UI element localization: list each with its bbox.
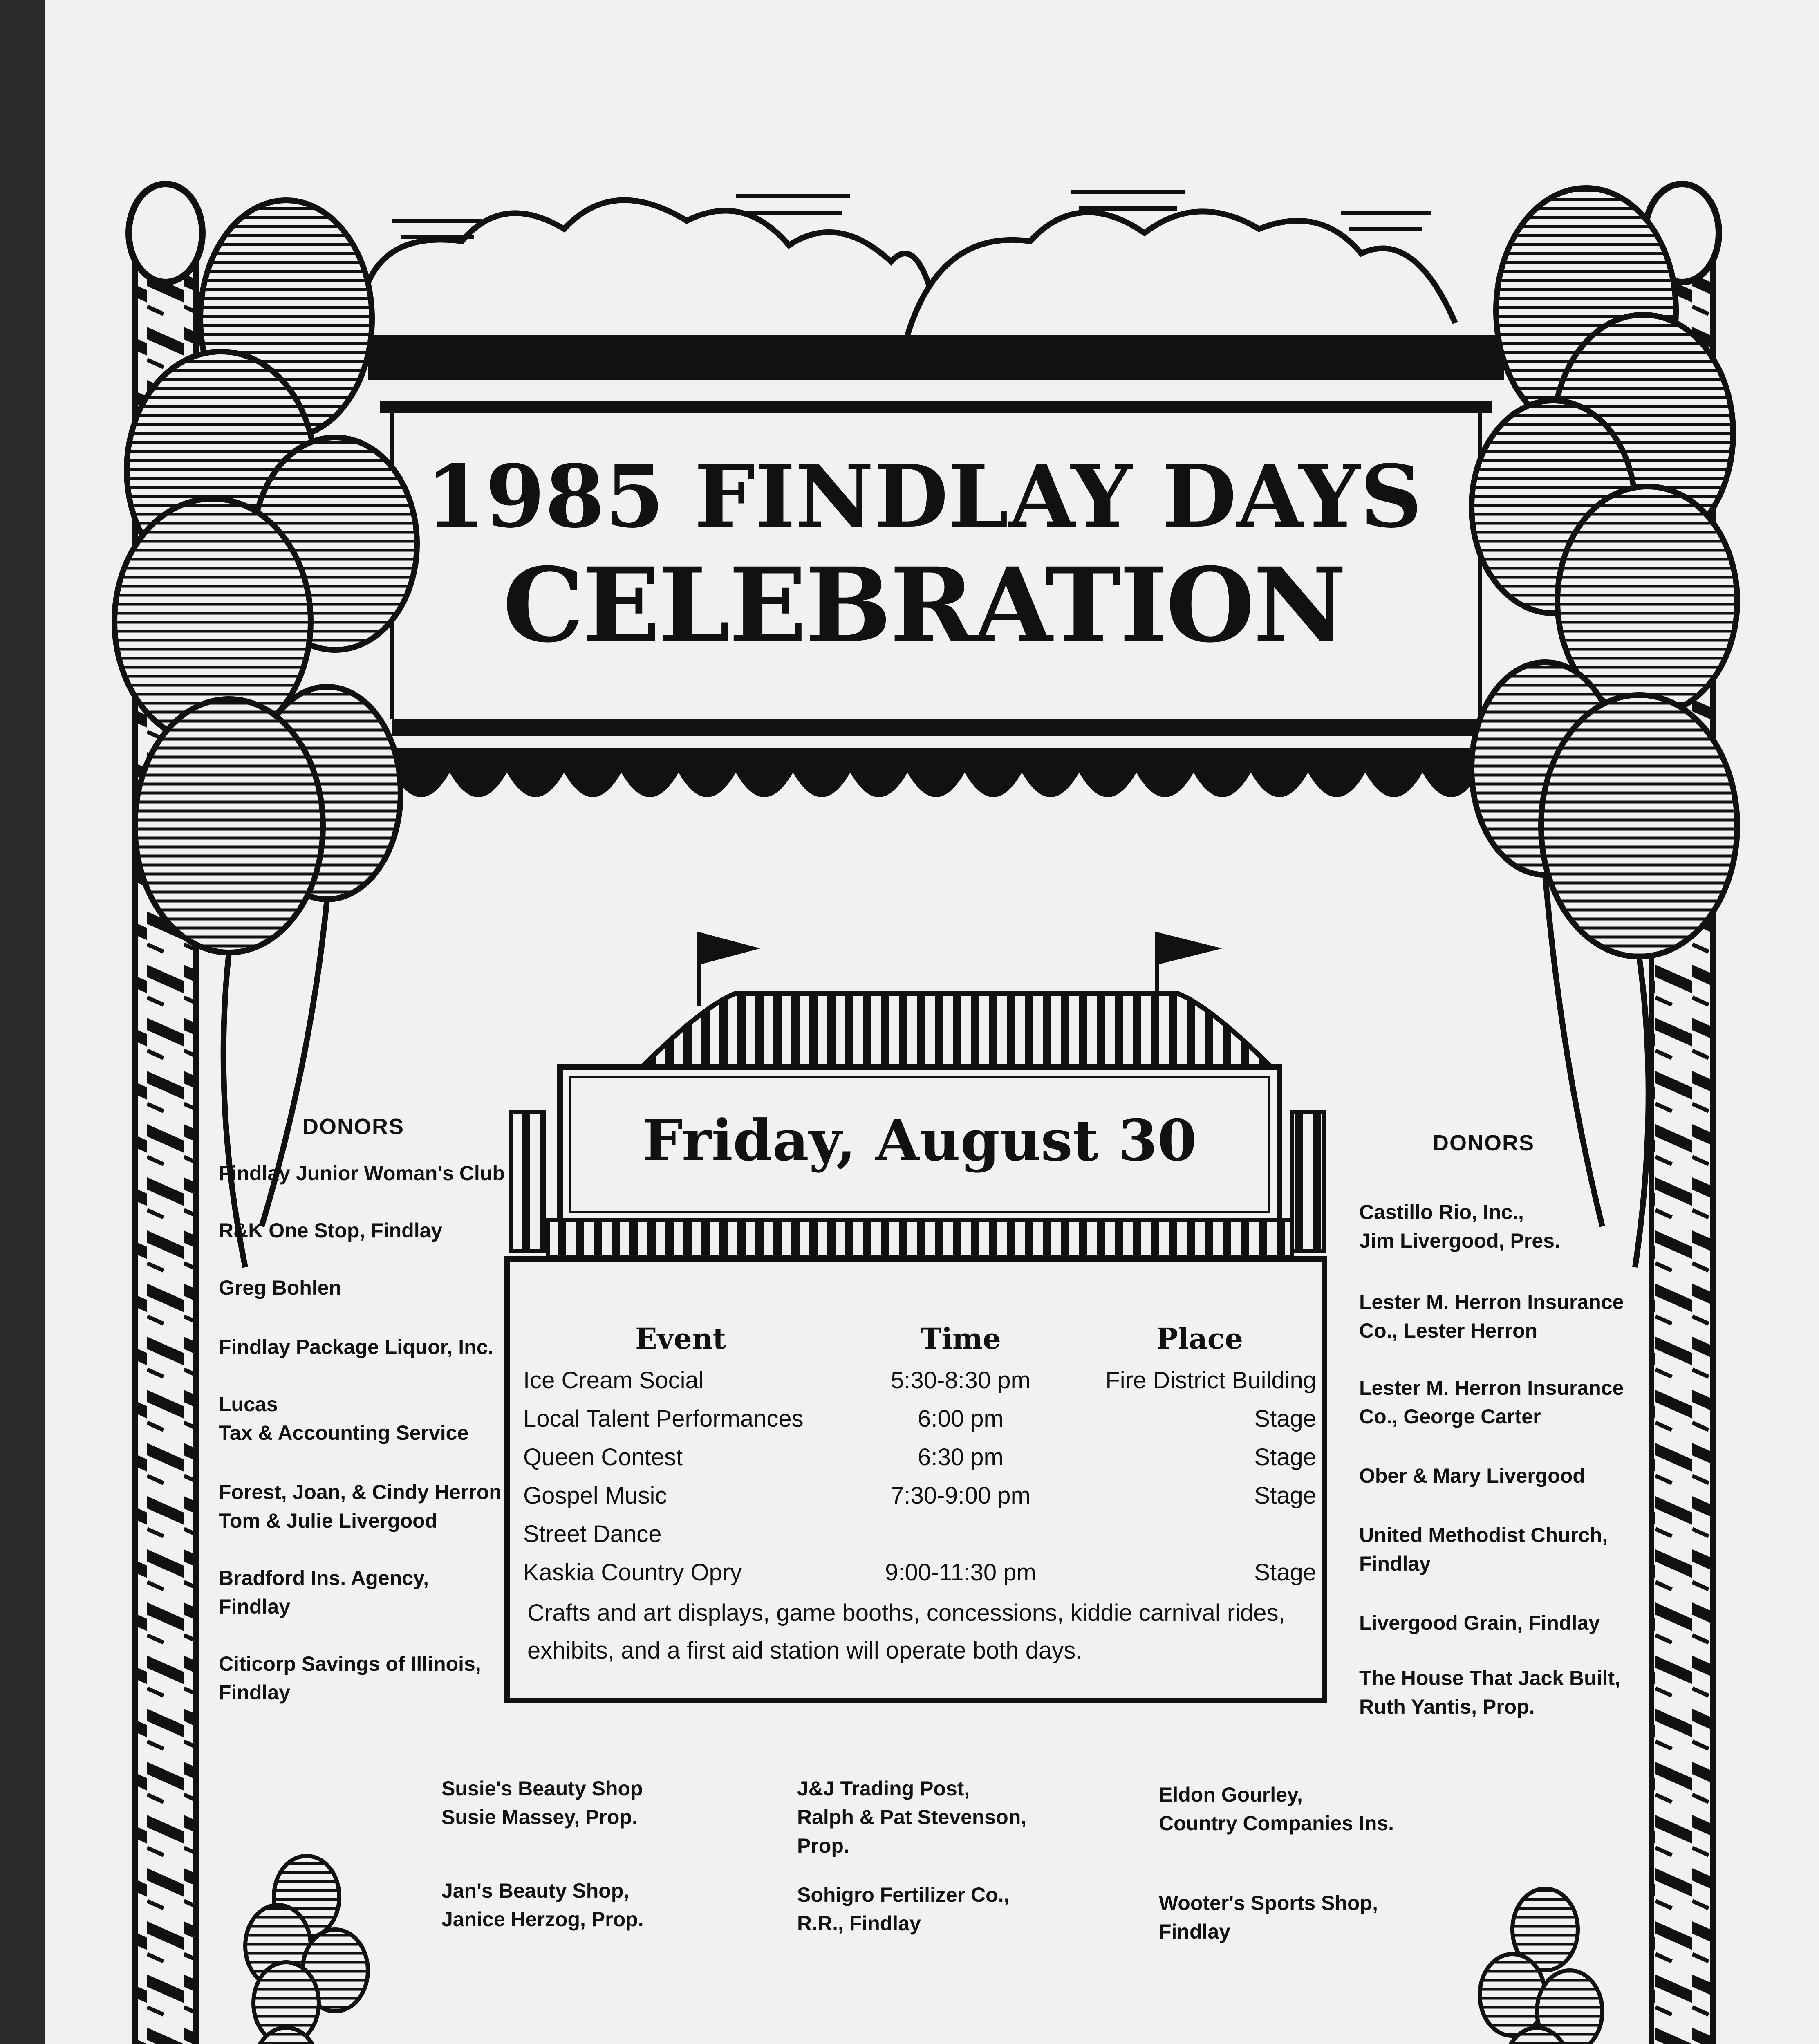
event-time: 6:00 pm [918,1405,1004,1432]
header-place: Place [1156,1322,1243,1356]
schedule-day-heading: Friday, August 30 [643,1107,1197,1174]
small-balloons-left [245,1856,368,2044]
event-time: 9:00-11:30 pm [885,1559,1036,1586]
event-time [838,1515,1083,1553]
event-time: 6:30 pm [918,1444,1004,1470]
event-schedule-table [523,1316,1316,1592]
donor-item: Wooter's Sports Shop, Findlay [1159,1892,1378,1943]
event-name: Queen Contest [523,1444,683,1470]
title-line-2: CELEBRATION [502,545,1345,665]
table-header [523,1316,1316,1361]
table-row [523,1553,1316,1592]
donor-item: J&J Trading Post, Ralph & Pat Stevenson, Prop. [797,1777,1027,1857]
table-row [523,1477,1316,1515]
header-time: Time [920,1322,1001,1356]
donor-item: Forest, Joan, & Cindy Herron Tom & Julie Livergood [219,1481,502,1532]
event-name: Street Dance [523,1521,662,1547]
poster-title [425,446,1422,715]
donors-right-heading: DONORS [1433,1131,1535,1155]
donor-item: Eldon Gourley, Country Companies Ins. [1159,1783,1394,1835]
clouds [360,200,1455,335]
table-row [523,1361,1316,1400]
event-place: Stage [1254,1444,1316,1470]
awning-scallops [392,760,1480,797]
donor-item: Lester M. Herron Insurance Co., Lester Herron [1359,1291,1624,1342]
event-time: 5:30-8:30 pm [891,1367,1030,1394]
donor-item: United Methodist Church, Findlay [1359,1524,1608,1575]
donor-item: Citicorp Savings of Illinois, Findlay [219,1652,481,1704]
event-name: Gospel Music [523,1482,667,1509]
table-row [523,1438,1316,1477]
donor-item: The House That Jack Built, Ruth Yantis, Prop. [1359,1667,1621,1718]
table-row [523,1515,1316,1553]
donor-item: Greg Bohlen [219,1276,342,1299]
event-place: Stage [1254,1405,1316,1432]
header-event: Event [635,1322,726,1356]
event-place [1083,1515,1316,1553]
donor-item: Castillo Rio, Inc., Jim Livergood, Pres. [1359,1201,1560,1252]
donor-item: Lester M. Herron Insurance Co., George Carter [1359,1376,1624,1428]
donors-left-heading: DONORS [302,1114,405,1139]
schedule-note: Crafts and art displays, game booths, concessions, kiddie carnival rides, exhibits, and a first aid station will operate both days. [527,1600,1285,1664]
donor-item: Susie's Beauty Shop Susie Massey, Prop. [441,1777,643,1829]
title-line-1: 1985 FINDLAY DAYS [425,446,1422,547]
donor-item: Ober & Mary Livergood [1359,1464,1585,1487]
event-place: Fire District Building [1105,1367,1316,1394]
donor-item: Sohigro Fertilizer Co., R.R., Findlay [797,1883,1010,1935]
event-name: Local Talent Performances [523,1405,804,1432]
event-time: 7:30-9:00 pm [891,1482,1030,1509]
donor-item: Lucas Tax & Accounting Service [219,1393,469,1444]
event-name: Kaskia Country Opry [523,1559,742,1586]
donor-item: Findlay Package Liquor, Inc. [219,1336,494,1358]
donor-item: Jan's Beauty Shop, Janice Herzog, Prop. [441,1879,644,1931]
donor-item: Bradford Ins. Agency, Findlay [219,1567,429,1618]
event-name: Ice Cream Social [523,1367,704,1394]
donor-item: Livergood Grain, Findlay [1359,1611,1600,1634]
table-row [523,1400,1316,1438]
small-balloons-right [1480,1889,1602,2044]
donor-item: R&K One Stop, Findlay [219,1219,443,1242]
event-place: Stage [1254,1482,1316,1509]
event-place: Stage [1254,1559,1316,1586]
donor-item: Findlay Junior Woman's Club [219,1162,505,1185]
